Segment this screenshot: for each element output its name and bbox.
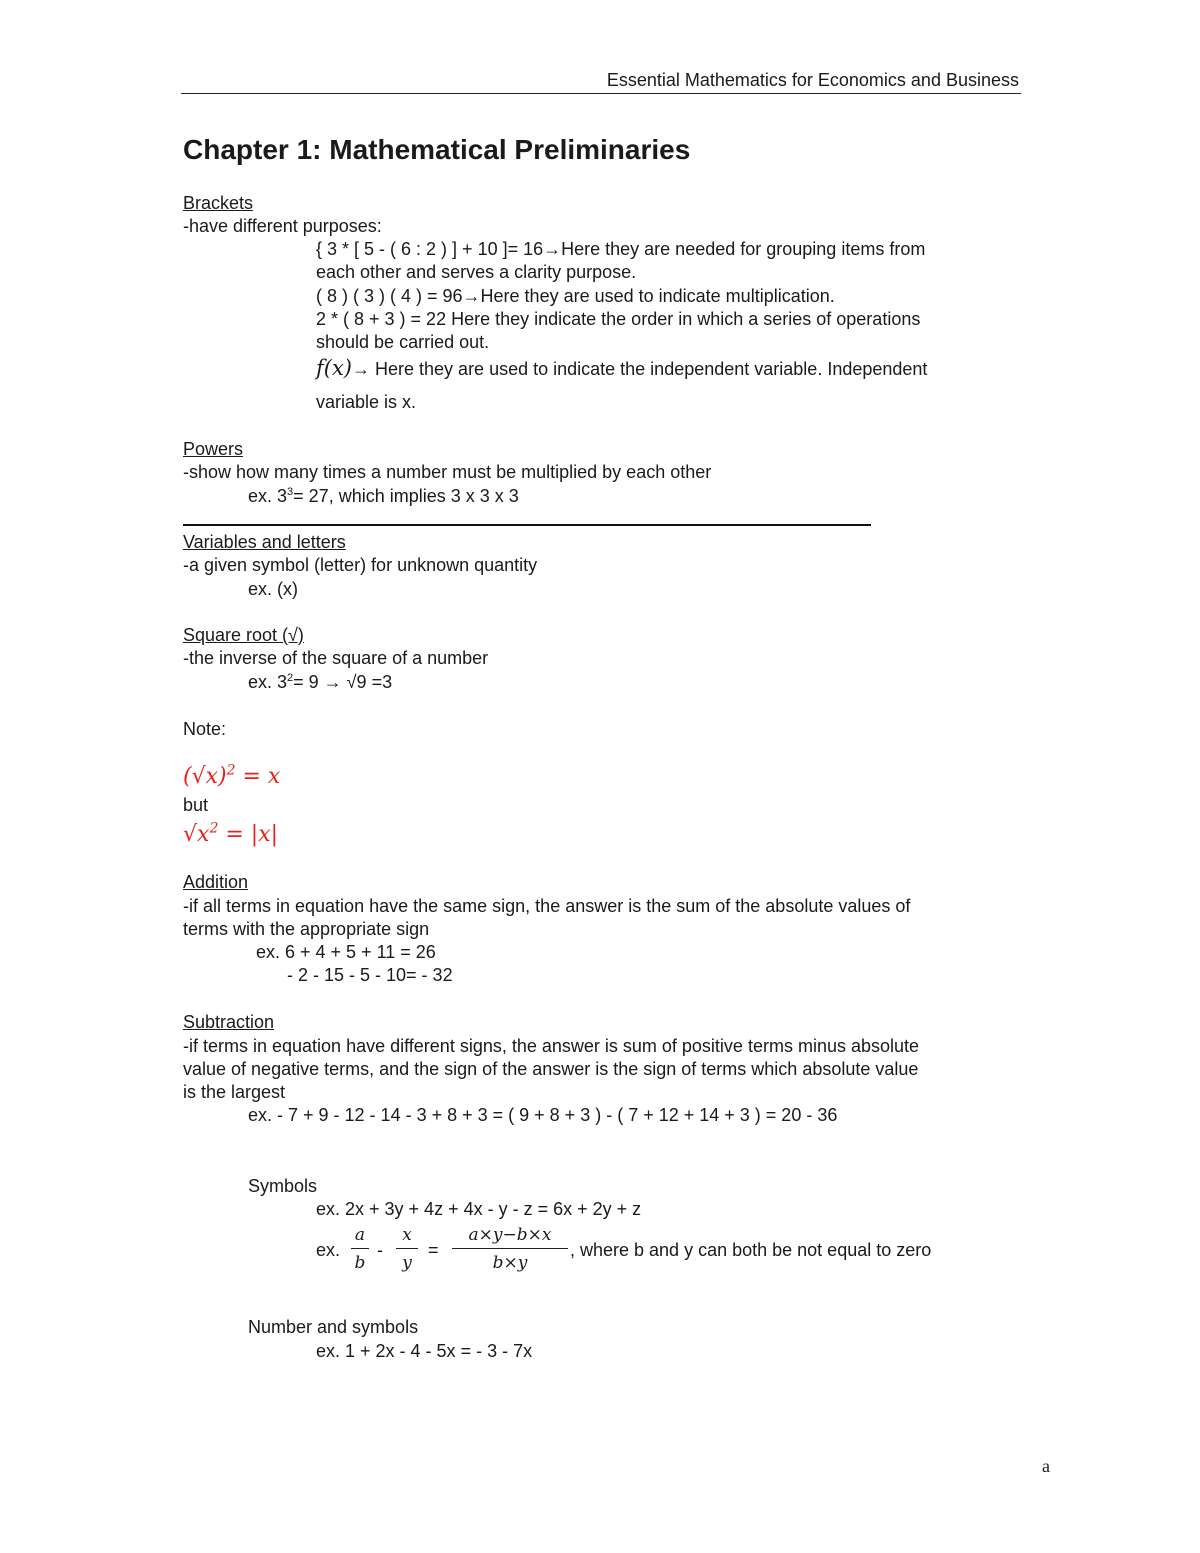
powers-heading: Powers [183,439,244,459]
note-formula-1 [183,764,280,790]
formula2-exponent: 2 [209,820,219,837]
page-number: a [1042,1456,1050,1476]
fraction2-bar [396,1248,418,1249]
addition-example-1: ex. 6 + 4 + 5 + 11 = 26 [256,942,436,962]
fraction3-bar [452,1248,568,1249]
powers-example [248,485,519,507]
addition-desc-line2: terms with the appropriate sign [183,919,430,939]
brackets-ex4-line2: variable is x. [316,392,417,412]
fraction1-denominator: b [354,1253,366,1273]
brackets-ex1-line1: { 3 * [ 5 - ( 6 : 2 ) ] + 10 ]= 16→Here they are needed for grouping items from [316,239,926,259]
brackets-ex3-line2: should be carried out. [316,332,490,352]
square-root-example [248,671,392,693]
brackets-ex2: ( 8 ) ( 3 ) ( 4 ) = 96→Here they are used to indicate multiplication. [316,286,835,306]
symbols-example-1: ex. 2x + 3y + 4z + 4x - y - z = 6x + 2y + z [316,1199,642,1219]
addition-desc-line1: -if all terms in equation have the same sign, the answer is the sum of the absolute values of [183,896,911,916]
brackets-heading: Brackets [183,193,254,213]
subtraction-desc-line3: is the largest [183,1082,286,1102]
symbols-equals: = [428,1240,439,1260]
variables-heading: Variables and letters [183,532,346,552]
subtraction-example: ex. - 7 + 9 - 12 - 14 - 3 + 8 + 3 = ( 9 + 8 + 3 ) - ( 7 + 12 + 14 + 3 ) = 20 - 36 [248,1105,838,1125]
symbols-ex2-suffix: , where b and y can both be not equal to zero [570,1240,932,1260]
fraction2-numerator: x [402,1225,412,1245]
brackets-desc: -have different purposes: [183,216,382,236]
fraction3-denominator: b×y [492,1253,528,1273]
note-formula-2 [183,822,278,848]
formula1-exponent: 2 [226,762,236,779]
formula2-rest: = |x| [218,822,279,847]
section-divider [183,524,871,526]
fraction-x-over-y [396,1225,418,1273]
fraction3-numerator: a×y−b×x [468,1225,552,1245]
square-root-heading: Square root (√) [183,625,304,645]
formula1-base: (√x) [183,764,227,789]
chapter-title: Chapter 1: Mathematical Preliminaries [183,134,691,165]
powers-ex-prefix: ex. 3 [248,486,288,506]
fraction2-denominator: y [402,1253,412,1273]
subtraction-heading: Subtraction [183,1012,275,1032]
symbols-heading: Symbols [248,1176,318,1196]
powers-ex-suffix: = 27, which implies 3 x 3 x 3 [293,486,519,506]
fraction1-numerator: a [354,1225,366,1245]
brackets-ex4-line1 [316,357,927,380]
fraction1-bar [351,1248,369,1249]
subtraction-desc-line2: value of negative terms, and the sign of the answer is the sign of terms which absolute value [183,1059,919,1079]
formula1-rest: = x [235,764,281,789]
symbols-minus: - [377,1240,383,1260]
note-but: but [183,795,209,815]
square-root-desc: -the inverse of the square of a number [183,648,489,668]
number-symbols-heading: Number and symbols [248,1317,419,1337]
addition-example-2: - 2 - 15 - 5 - 10= - 32 [287,965,453,985]
addition-heading: Addition [183,872,249,892]
variables-example: ex. (x) [248,579,299,599]
sqrt-ex-prefix: ex. 3 [248,672,288,692]
brackets-ex3-line1: 2 * ( 8 + 3 ) = 22 Here they indicate the order in which a series of operations [316,309,921,329]
note-label: Note: [183,719,227,739]
formula2-base: √x [183,822,210,847]
brackets-ex1-line2: each other and serves a clarity purpose. [316,262,637,282]
header-rule [181,93,1021,94]
powers-ex-exponent: 3 [287,486,294,498]
powers-desc: -show how many times a number must be multiplied by each other [183,462,712,482]
fraction-combined [452,1225,568,1273]
variables-desc: -a given symbol (letter) for unknown quantity [183,555,538,575]
sqrt-ex-exponent: 2 [287,672,294,684]
brackets-ex4-text: → Here they are used to indicate the independent variable. Independent [352,359,928,379]
fx-formula: f(x) [316,356,353,380]
sqrt-ex-suffix: = 9 → √9 =3 [293,672,393,692]
fraction-a-over-b [351,1225,369,1273]
symbols-ex2-prefix: ex. [316,1240,341,1260]
subtraction-desc-line1: -if terms in equation have different signs, the answer is sum of positive terms minus absolute [183,1036,920,1056]
number-symbols-example: ex. 1 + 2x - 4 - 5x = - 3 - 7x [316,1341,533,1361]
running-header: Essential Mathematics for Economics and Business [606,70,1019,90]
